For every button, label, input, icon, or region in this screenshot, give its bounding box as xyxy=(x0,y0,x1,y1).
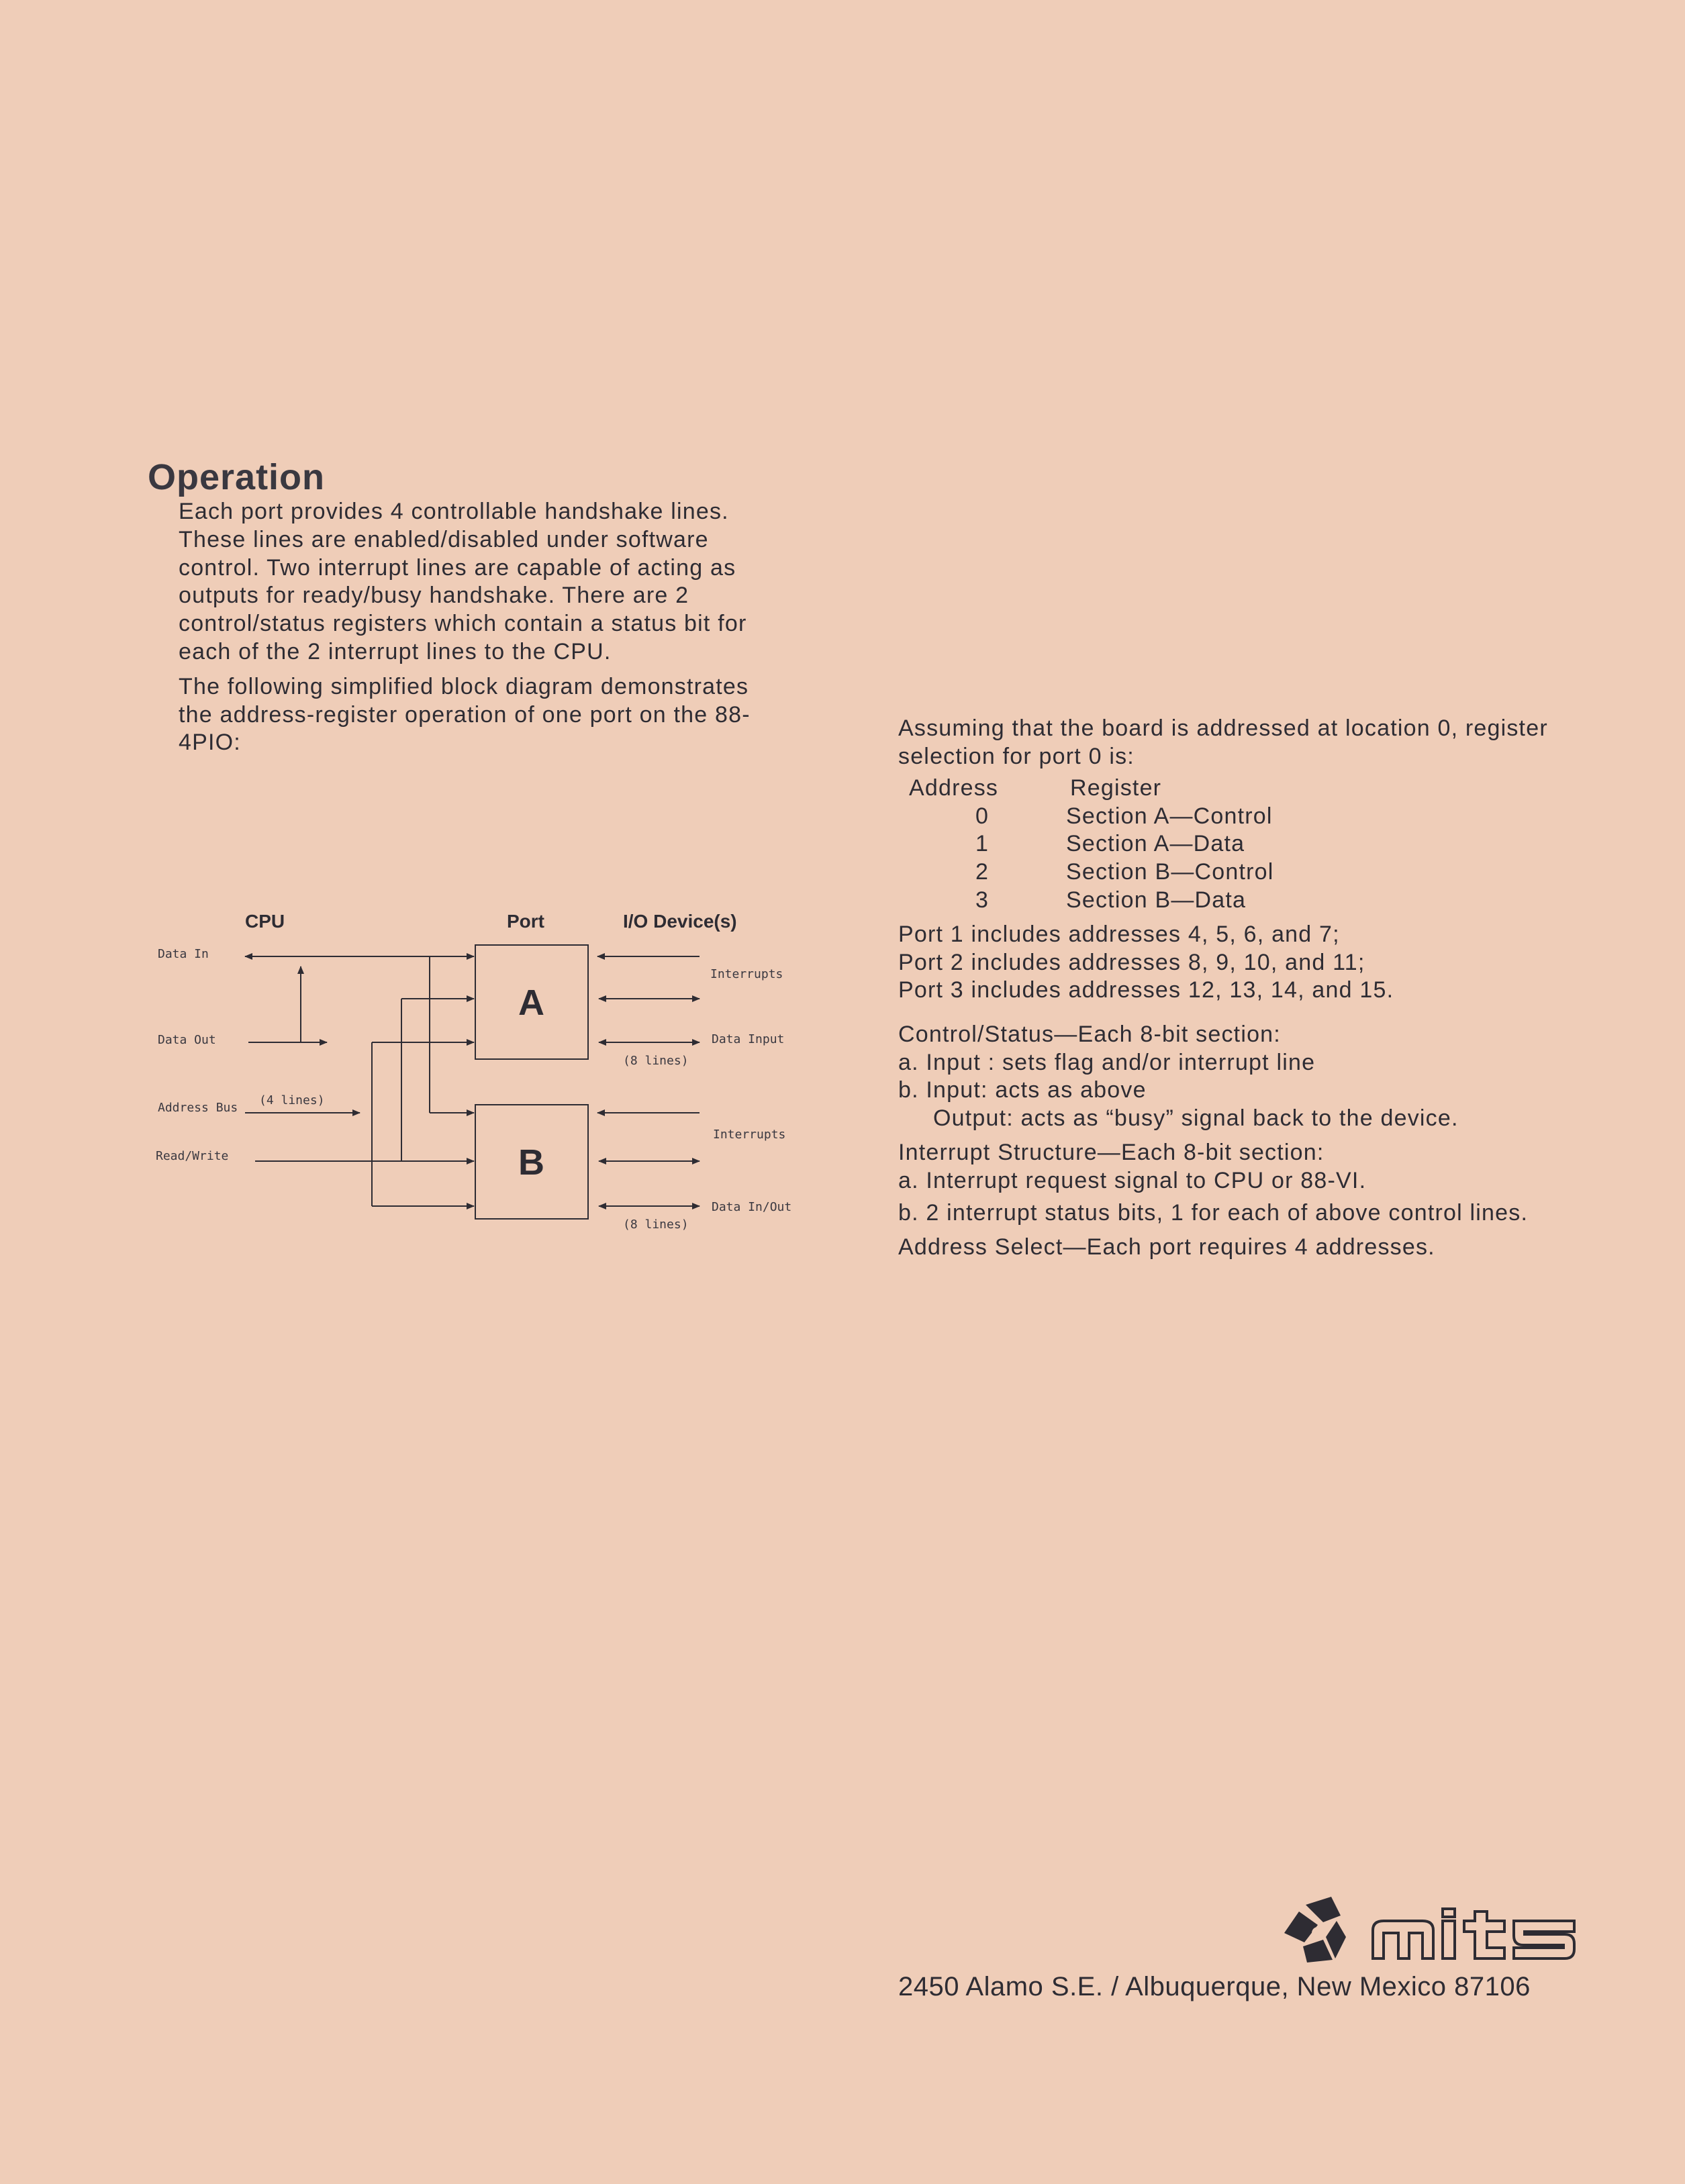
company-address: 2450 Alamo S.E. / Albuquerque, New Mexico 87106 xyxy=(898,1972,1531,2001)
interrupts-a-label: Interrupts xyxy=(710,967,783,981)
block-diagram xyxy=(148,899,819,1248)
register-table-header xyxy=(898,775,1570,803)
intro-paragraph-2: The following simplified block diagram demonstrates the address-register operation of one port on the 88-4PIO: xyxy=(179,673,751,756)
control-status-heading: Control/Status—Each 8-bit section: xyxy=(898,1021,1281,1047)
mits-wordmark xyxy=(1373,1909,1574,1958)
read-write-label: Read/Write xyxy=(156,1149,229,1163)
section-heading: Operation xyxy=(148,457,326,497)
interrupt-structure-item-a: a. Interrupt request signal to CPU or 88-VI. xyxy=(898,1167,1367,1193)
box-a-label: A xyxy=(518,983,544,1023)
intro-paragraph-1: Each port provides 4 controllable handshake lines. These lines are enabled/disabled under software control. Two interrupt lines are capable of acting as outputs for ready/busy handshake. There are 2 control/status registers which contain a status bit for each of the 2 interrupt lines to the CPU. xyxy=(179,499,747,664)
register-cell: Section B—Control xyxy=(1066,858,1274,885)
table-row xyxy=(898,803,1570,831)
port3-text: Port 3 includes addresses 12, 13, 14, and 15. xyxy=(898,977,1394,1003)
control-status-item-a: a. Input : sets flag and/or interrupt line xyxy=(898,1049,1316,1075)
register-description xyxy=(898,715,1570,1262)
interrupt-structure-item-b: b. 2 interrupt status bits, 1 for each of above control lines. xyxy=(898,1199,1529,1226)
port2-text: Port 2 includes addresses 8, 9, 10, and 11; xyxy=(898,949,1365,975)
mits-logo-svg xyxy=(1279,1893,1615,1973)
address-cell: 2 xyxy=(975,858,990,885)
address-cell: 1 xyxy=(975,831,990,857)
data-out-label: Data Out xyxy=(158,1033,216,1047)
mits-logo xyxy=(1279,1893,1615,1973)
interrupts-b-label: Interrupts xyxy=(713,1128,786,1142)
address-select-text: Address Select—Each port requires 4 addresses. xyxy=(898,1234,1435,1260)
mits-emblem-icon xyxy=(1284,1897,1346,1963)
port-label: Port xyxy=(507,911,544,932)
cpu-label: CPU xyxy=(245,911,285,932)
table-row xyxy=(898,858,1570,887)
lines-b-label: (8 lines) xyxy=(623,1218,689,1232)
address-bus-label: Address Bus xyxy=(158,1101,238,1115)
register-column-header: Register xyxy=(1070,775,1162,801)
control-status-output: Output: acts as “busy” signal back to the device. xyxy=(933,1105,1459,1131)
interrupt-structure-heading: Interrupt Structure—Each 8-bit section: xyxy=(898,1140,1325,1166)
address-cell: 0 xyxy=(975,803,990,829)
register-table xyxy=(898,775,1570,914)
io-device-label: I/O Device(s) xyxy=(623,911,737,932)
port1-text: Port 1 includes addresses 4, 5, 6, and 7; xyxy=(898,922,1340,948)
table-row xyxy=(898,830,1570,858)
table-row xyxy=(898,887,1570,915)
register-cell: Section B—Data xyxy=(1066,887,1247,913)
data-in-label: Data In xyxy=(158,947,209,961)
data-input-label: Data Input xyxy=(712,1032,785,1046)
lines-a-label: (8 lines) xyxy=(623,1054,689,1068)
control-status-item-b: b. Input: acts as above xyxy=(898,1077,1147,1103)
block-diagram-svg xyxy=(148,899,819,1248)
box-b-label: B xyxy=(518,1142,544,1183)
address-cell: 3 xyxy=(975,887,990,913)
register-cell: Section A—Data xyxy=(1066,831,1245,857)
address-column-header: Address xyxy=(909,775,999,801)
register-cell: Section A—Control xyxy=(1066,803,1273,829)
intro-text xyxy=(179,498,783,757)
assuming-text: Assuming that the board is addressed at location 0, register selection for port 0 is: xyxy=(898,715,1548,769)
data-in-out-label: Data In/Out xyxy=(712,1200,792,1214)
four-lines-label: (4 lines) xyxy=(259,1093,325,1107)
